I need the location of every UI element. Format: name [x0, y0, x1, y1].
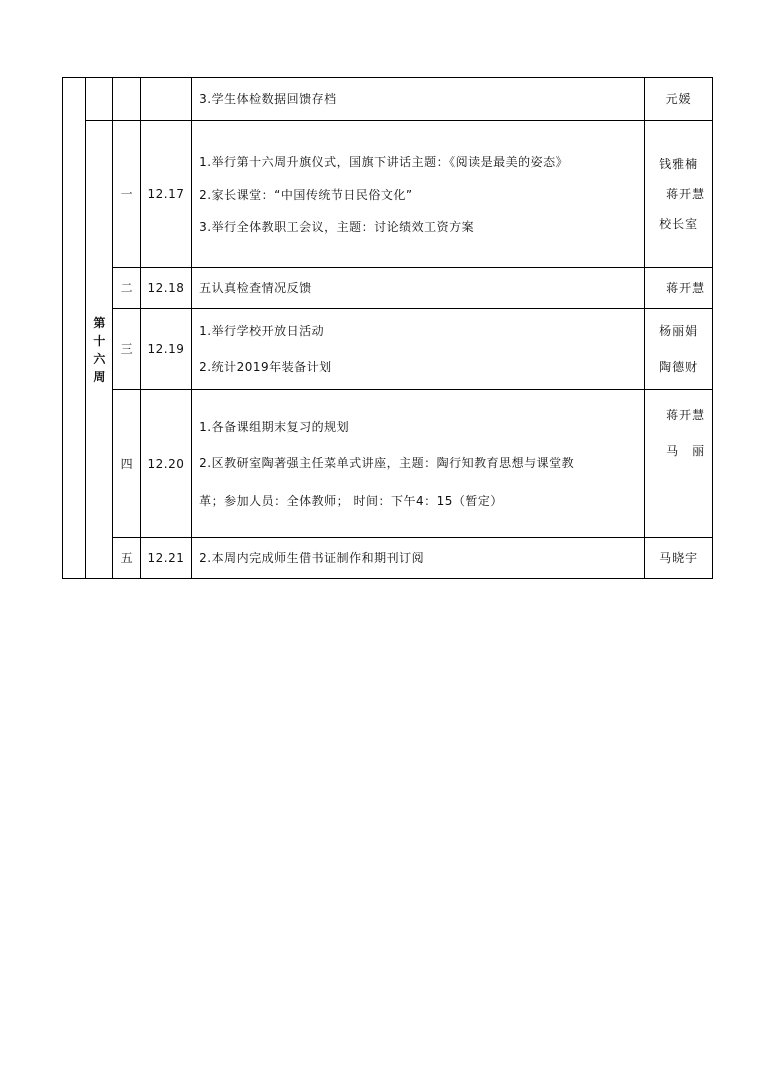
person-cell	[645, 121, 713, 268]
table-row-day	[63, 538, 713, 579]
outer-margin-cell	[63, 78, 86, 579]
weekly-schedule-table	[62, 77, 713, 579]
date-cell-empty	[140, 78, 191, 121]
person-cell	[645, 390, 713, 538]
person-name: 杨丽娟	[659, 324, 699, 338]
event-cell	[192, 538, 645, 579]
week-label-char: 六	[93, 351, 106, 366]
day-cell: 四	[113, 390, 140, 538]
week-label-char: 周	[93, 369, 106, 384]
event-cell	[192, 390, 645, 538]
day-cell: 五	[113, 538, 140, 579]
person-name: 钱雅楠	[659, 157, 699, 171]
person-cell	[645, 268, 713, 309]
person-name: 马 丽	[666, 444, 706, 458]
event-cell	[192, 121, 645, 268]
day-cell: 一	[113, 121, 140, 268]
week-cell-empty	[86, 78, 113, 121]
event-text: 2.统计2019年装备计划	[199, 360, 332, 374]
table-row-day	[63, 309, 713, 390]
date-cell: 12.19	[140, 309, 191, 390]
event-text: 1.举行学校开放日活动	[199, 324, 325, 338]
event-text: 3.学生体检数据回馈存档	[199, 92, 337, 106]
person-name: 校长室	[659, 217, 699, 231]
event-text: 1.各备课组期末复习的规划	[199, 419, 350, 434]
person-name: 蒋开慧	[666, 408, 706, 422]
table-row-day	[63, 121, 713, 268]
event-text: 2.本周内完成师生借书证制作和期刊订阅	[199, 551, 425, 565]
date-cell: 12.20	[140, 390, 191, 538]
day-cell: 三	[113, 309, 140, 390]
event-text: 1.举行第十六周升旗仪式，国旗下讲话主题：《阅读是最美的姿态》	[199, 155, 569, 169]
table-row-continued	[63, 78, 713, 121]
event-text: 五认真检查情况反馈	[199, 281, 312, 295]
event-cell	[192, 78, 645, 121]
person-cell	[645, 309, 713, 390]
week-label-char: 第	[93, 315, 106, 330]
person-name: 元媛	[665, 92, 692, 106]
person-name: 蒋开慧	[666, 187, 706, 201]
event-text: 2.区教研室陶著强主任菜单式讲座，主题：陶行知教育思想与课堂教	[199, 455, 575, 470]
date-cell: 12.18	[140, 268, 191, 309]
person-cell	[645, 78, 713, 121]
event-cell	[192, 309, 645, 390]
table-row-day	[63, 268, 713, 309]
person-name: 马晓宇	[659, 551, 699, 565]
person-name: 蒋开慧	[666, 281, 706, 295]
person-name: 陶德财	[659, 360, 699, 374]
table-row-day	[63, 390, 713, 538]
day-cell: 二	[113, 268, 140, 309]
date-cell: 12.21	[140, 538, 191, 579]
week-label-char: 十	[93, 333, 106, 348]
date-cell: 12.17	[140, 121, 191, 268]
event-text: 3.举行全体教职工会议，主题：讨论绩效工资方案	[199, 220, 475, 234]
event-text: 革；参加人员：全体教师； 时间：下午4：15（暂定）	[199, 493, 503, 508]
event-text: 2.家长课堂：“中国传统节日民俗文化”	[199, 188, 413, 202]
event-cell	[192, 268, 645, 309]
person-cell	[645, 538, 713, 579]
day-cell-empty	[113, 78, 140, 121]
week-label	[86, 121, 113, 579]
